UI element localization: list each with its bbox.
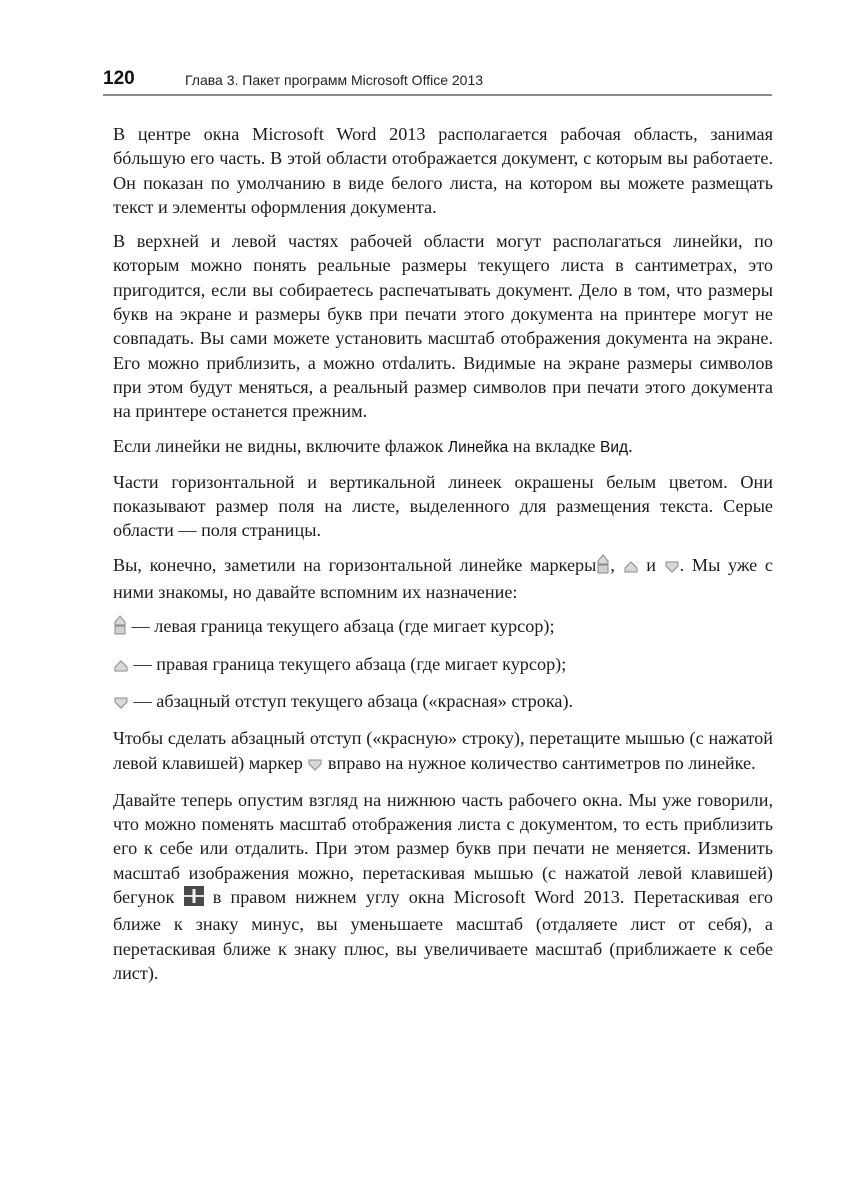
first-line-indent-marker-icon (664, 556, 680, 580)
right-indent-marker-icon (623, 556, 639, 580)
left-indent-marker-icon (596, 554, 610, 580)
right-indent-marker-icon (113, 655, 129, 679)
marker-item-first-line: — абзацный отступ текущего абзаца («красная» строка). (113, 689, 773, 716)
paragraph-first-line-indent: Чтобы сделать абзацный отступ («красную» строку), перетащите мышью (с нажатой левой клавишей) маркер вправо на нужное количество сантиметров по линейке. (113, 726, 773, 778)
page-header (103, 66, 772, 96)
paragraph-markers-intro: Вы, конечно, заметили на горизонтальной линейке маркеры , и . Мы уже с ними знакомы, но давайте вспомним их назначение: (113, 554, 773, 603)
marker-item-left: — левая граница текущего абзаца (где мигает курсор); (113, 614, 773, 641)
running-title: Глава 3. Пакет программ Microsoft Office 2013 (185, 72, 484, 88)
ruler-checkbox-term: Линейка (447, 438, 509, 456)
paragraph-enable-ruler: Если линейки не видны, включите флажок Линейка на вкладке Вид. (113, 435, 633, 456)
paragraph-workspace: В центре окна Microsoft Word 2013 располагается рабочая область, занимая бóльшую его часть. В этой области отображается документ, с которым вы работаете. Он показан по умолчанию в виде белого листа, на котором вы можете размещать текст и элементы оформления документа. (113, 124, 773, 217)
paragraph-zoom: Давайте теперь опустим взгляд на нижнюю часть рабочего окна. Мы уже говорили, что можно поменять масштаб отображения листа с документом, то есть приблизить его к себе или отдалить. При этом размер букв при печати не меняется. Изменить масштаб изображения можно, перетаскивая мышью (с нажатой левой клавишей) бегунок в правом нижнем углу окна Microsoft Word 2013. Перетаскивая его ближе к знаку минус, вы уменьшаете масштаб (отдаляете лист от себя), а перетаскивая ближе к знаку плюс, вы увеличиваете масштаб (приближаете к себе лист). (113, 789, 773, 983)
first-line-indent-marker-icon (113, 692, 129, 716)
view-tab-term: Вид (600, 438, 629, 456)
left-indent-marker-icon (113, 615, 127, 641)
marker-item-right: — правая граница текущего абзаца (где мигает курсор); (113, 652, 773, 679)
paragraph-ruler-colors: Части горизонтальной и вертикальной линеек окрашены белым цветом. Они показывают размер поля на листе, выделенного для размещения текста. Серые области — поля страницы. (113, 471, 773, 541)
paragraph-rulers: В верхней и левой частях рабочей области могут располагаться линейки, по которым можно понять реальные размеры текущего листа в сантиметрах, это пригодится, если вы собираетесь распечатывать документ. Дело в том, что размеры букв на экране и размеры букв при печати этого документа на принтере могут не совпадать. Вы сами можете установить масштаб отображения документа на экране. Его можно приблизить, а можно отdалить. Видимые на экране размеры символов при этом будут меняться, а реальный размер символов при печати этого документа на принтере останется прежним. (113, 231, 773, 422)
zoom-slider-thumb-icon (184, 886, 204, 912)
page-body (113, 122, 773, 995)
page-number: 120 (103, 68, 135, 89)
first-line-indent-marker-icon (307, 754, 323, 778)
